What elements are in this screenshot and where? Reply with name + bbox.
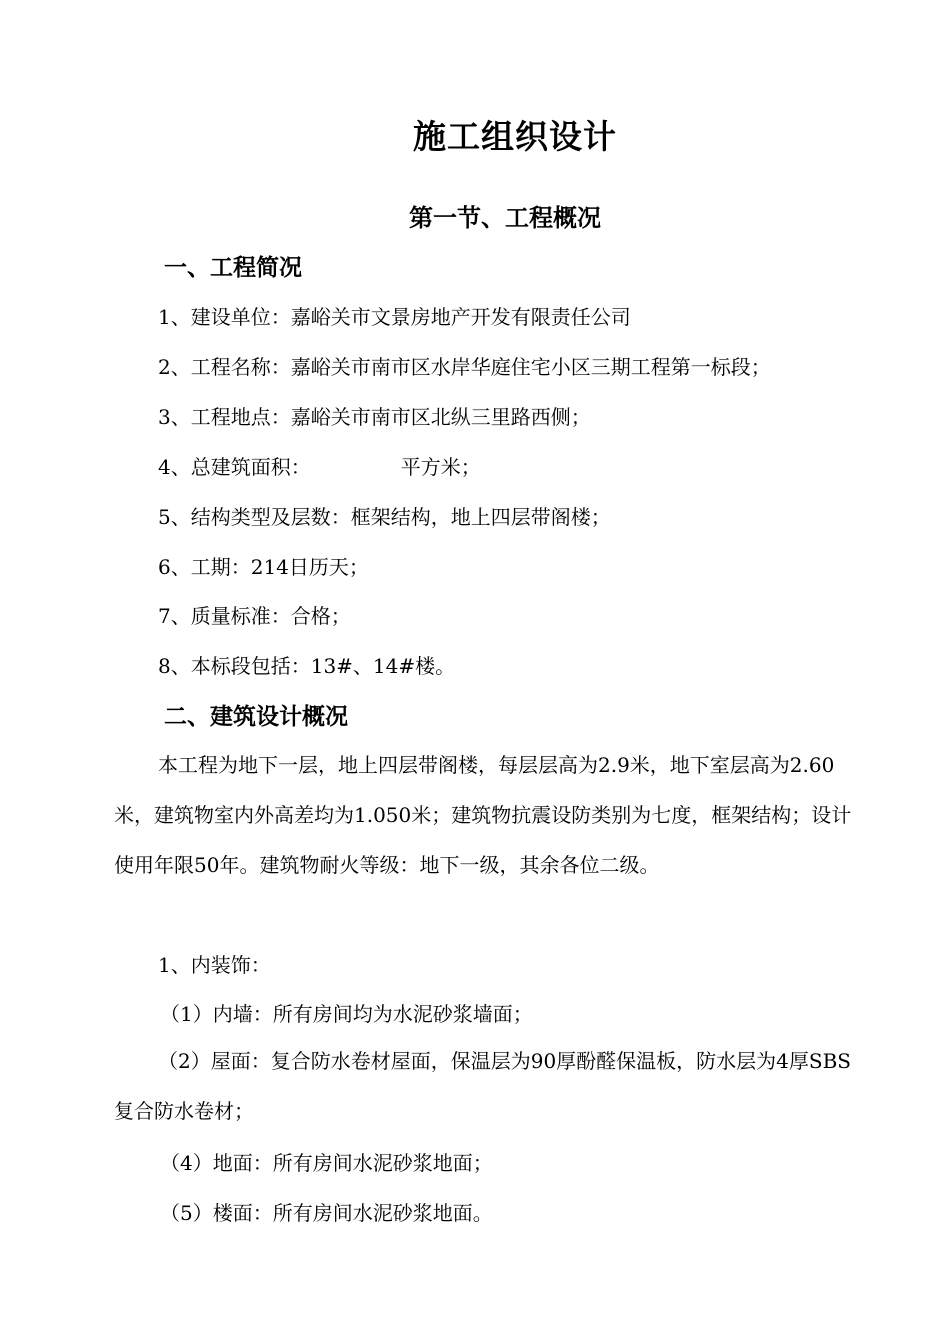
interior-item: （4）地面：所有房间水泥砂浆地面；: [160, 1151, 493, 1175]
heading-project-overview: 一、工程简况: [164, 254, 302, 281]
document-title: 施工组织设计: [413, 117, 617, 156]
heading-architecture-design: 二、建筑设计概况: [164, 703, 348, 730]
overview-item: 1、建设单位：嘉峪关市文景房地产开发有限责任公司: [158, 305, 631, 329]
design-paragraph-text: 本工程为地下一层，地上四层带阁楼，每层层高为2.9米，地下室层高为2.60米，建筑物室内外高差均为1.050米；建筑物抗震设防类别为七度，框架结构；设计使用年限50年。建筑物耐火等级：地下一级，其余各位二级。: [114, 753, 852, 877]
overview-item: 3、工程地点：嘉峪关市南市区北纵三里路西侧；: [158, 405, 591, 429]
design-paragraph: [114, 740, 854, 890]
interior-item: （5）楼面：所有房间水泥砂浆地面。: [160, 1201, 493, 1225]
interior-item: （1）内墙：所有房间均为水泥砂浆墙面；: [160, 1002, 533, 1026]
overview-item: 5、结构类型及层数：框架结构，地上四层带阁楼；: [158, 505, 611, 529]
interior-item-roof: [114, 1036, 854, 1136]
overview-item: 8、本标段包括：13#、14#楼。: [158, 654, 456, 678]
overview-item: 7、质量标准：合格；: [158, 604, 351, 628]
overview-item: 2、工程名称：嘉峪关市南市区水岸华庭住宅小区三期工程第一标段；: [158, 355, 771, 379]
interior-item-roof-text: （2）屋面：复合防水卷材屋面，保温层为90厚酚醛保温板，防水层为4厚SBS复合防水卷材；: [114, 1049, 851, 1123]
area-unit: 平方米；: [400, 455, 481, 479]
interior-heading: 1、内装饰：: [158, 953, 271, 977]
area-label: 4、总建筑面积：: [158, 455, 311, 479]
overview-item: 6、工期：214日历天；: [158, 555, 369, 579]
section-title: 第一节、工程概况: [409, 203, 601, 232]
overview-item-area: [158, 452, 481, 482]
